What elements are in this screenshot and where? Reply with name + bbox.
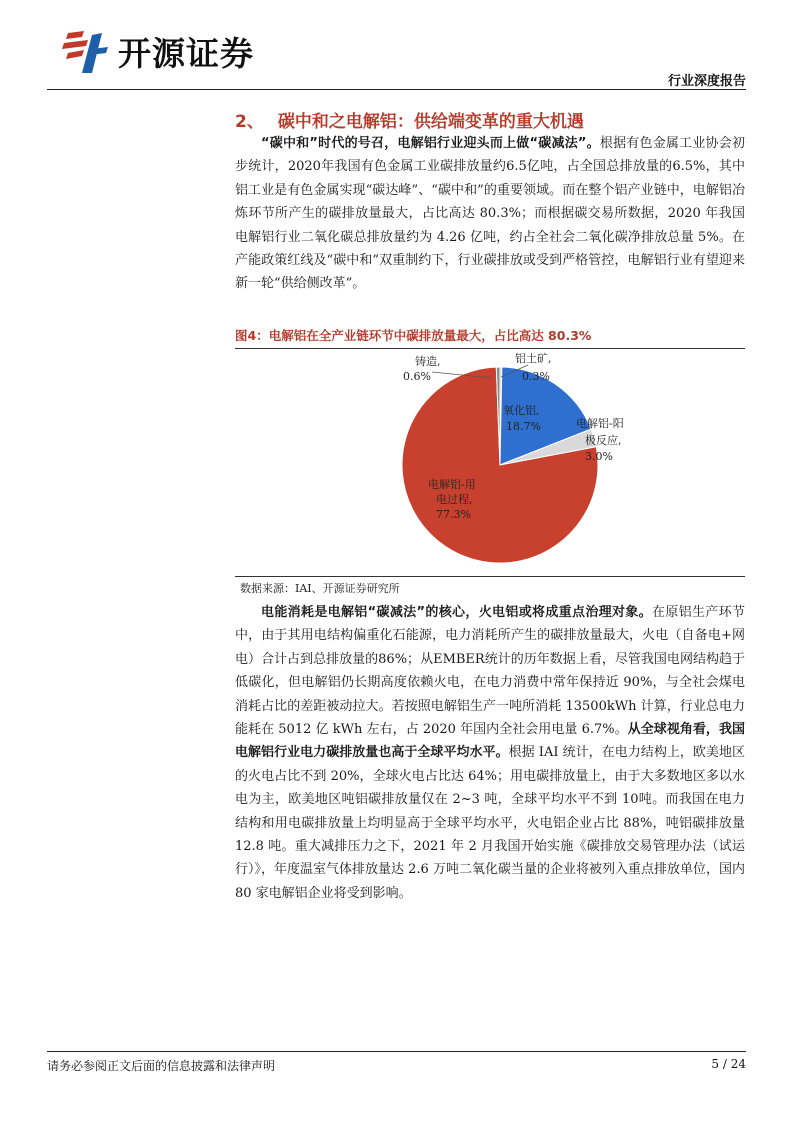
section-title-text: 碳中和之电解铝：供给端变革的重大机遇	[277, 112, 584, 132]
para2-body1: 在原铝生产环节中，由于其用电结构偏重化石能源，电力消耗所产生的碳排放量最大，火电（自备电+网电）合计占到总排放量的86%；从EMBER统计的历年数据上看，尽管我国电网结构趋于低碳化，但电解铝仍长期高度依赖火电，在电力消费中常年保持近 90%，与全社会煤电消耗占比的差距被动拉大。若按照电解铝生产一吨所消耗 13500kWh 计算，行业总电力能耗在 5012 亿 kWh 左右，占 2020 年国内全社会用电量 6.7%。	[235, 605, 745, 738]
label-power-value: 77.3%	[436, 508, 471, 521]
figure-bottom-rule	[235, 576, 745, 577]
figure-top-rule	[235, 348, 745, 349]
paragraph-electricity	[235, 601, 745, 905]
para1-lead: “碳中和”时代的号召，电解铝行业迎头而上做“碳减法”。	[261, 136, 600, 151]
label-casting-value: 0.6%	[403, 370, 431, 383]
label-bauxite-name: 铝土矿,	[515, 352, 552, 365]
label-bauxite-value: 0.3%	[522, 370, 550, 383]
label-anode-name1: 电解铝-阳	[576, 417, 624, 430]
section-title	[235, 107, 584, 132]
para2-lead: 电能消耗是电解铝“碳减法”的核心，火电铝或将成重点治理对象。	[261, 605, 652, 620]
para2-mid: 从全球视角看，我国电解铝行业电力碳排放量也高于全球平均水平。	[235, 722, 745, 761]
para1-body: 根据有色金属工业协会初步统计，2020年我国有色金属工业碳排放量约6.5亿吨，占全国总排放量的6.5%，其中铝工业是有色金属实现“碳达峰”、“碳中和”的重要领域。而在整个铝产业链中，电解铝冶炼环节所产生的碳排放量最大，占比高达 80.3%；而根据碳交易所数据，2020 年我国电解铝行业二氧化碳总排放量约为 4.26 亿吨，约占全社会二氧化碳净排放总量 5%。在产能政策红线及“碳中和”双重制约下，行业碳排放或受到严格管控，电解铝行业有望迎来新一轮“供给侧改革”。	[235, 136, 745, 292]
footer-divider	[47, 1051, 746, 1052]
label-alumina-value: 18.7%	[506, 420, 541, 433]
label-power-name2: 电过程,	[436, 493, 473, 506]
company-logo	[62, 28, 254, 75]
logo-mark-icon	[62, 29, 110, 75]
label-casting-name: 铸造,	[415, 355, 441, 368]
report-type-label: 行业深度报告	[667, 74, 746, 89]
label-power-name1: 电解铝-用	[428, 478, 476, 491]
page-number: 5 / 24	[711, 1057, 746, 1071]
paragraph-carbon-neutral	[235, 132, 745, 296]
header-divider	[47, 89, 746, 90]
label-alumina-name: 氧化铝,	[503, 404, 540, 417]
para2-body2: 根据 IAI 统计，在电力结构上，欧美地区的火电占比不到 20%，全球火电占比达 64%；用电碳排放量上，由于大多数地区多以水电为主，欧美地区吨铝碳排放量仅在 2~3 吨，全球平均水平不到 10吨。而我国在电力结构和用电碳排放量上均明显高于全球平均水平，火电铝企业占比 88%，吨铝碳排放量 12.8 吨。重大减排压力之下，2021 年 2 月我国开始实施《碳排放交易管理办法（试运行）》，年度温室气体排放量达 2.6 万吨二氧化碳当量的企业将被列入重点排放单位，国内 80 家电解铝企业将受到影响。	[235, 745, 745, 901]
figure-title: 图4：电解铝在全产业链环节中碳排放量最大，占比高达 80.3%	[235, 328, 592, 343]
section-number: 2、	[235, 112, 264, 132]
pie-chart	[400, 350, 630, 580]
label-anode-name2: 极反应,	[585, 434, 622, 447]
company-name: 开源证券	[118, 34, 254, 73]
footer-disclaimer: 请务必参阅正文后面的信息披露和法律声明	[47, 1059, 276, 1073]
label-anode-value: 3.0%	[585, 450, 613, 463]
figure-source: 数据来源：IAI、开源证券研究所	[240, 582, 400, 595]
